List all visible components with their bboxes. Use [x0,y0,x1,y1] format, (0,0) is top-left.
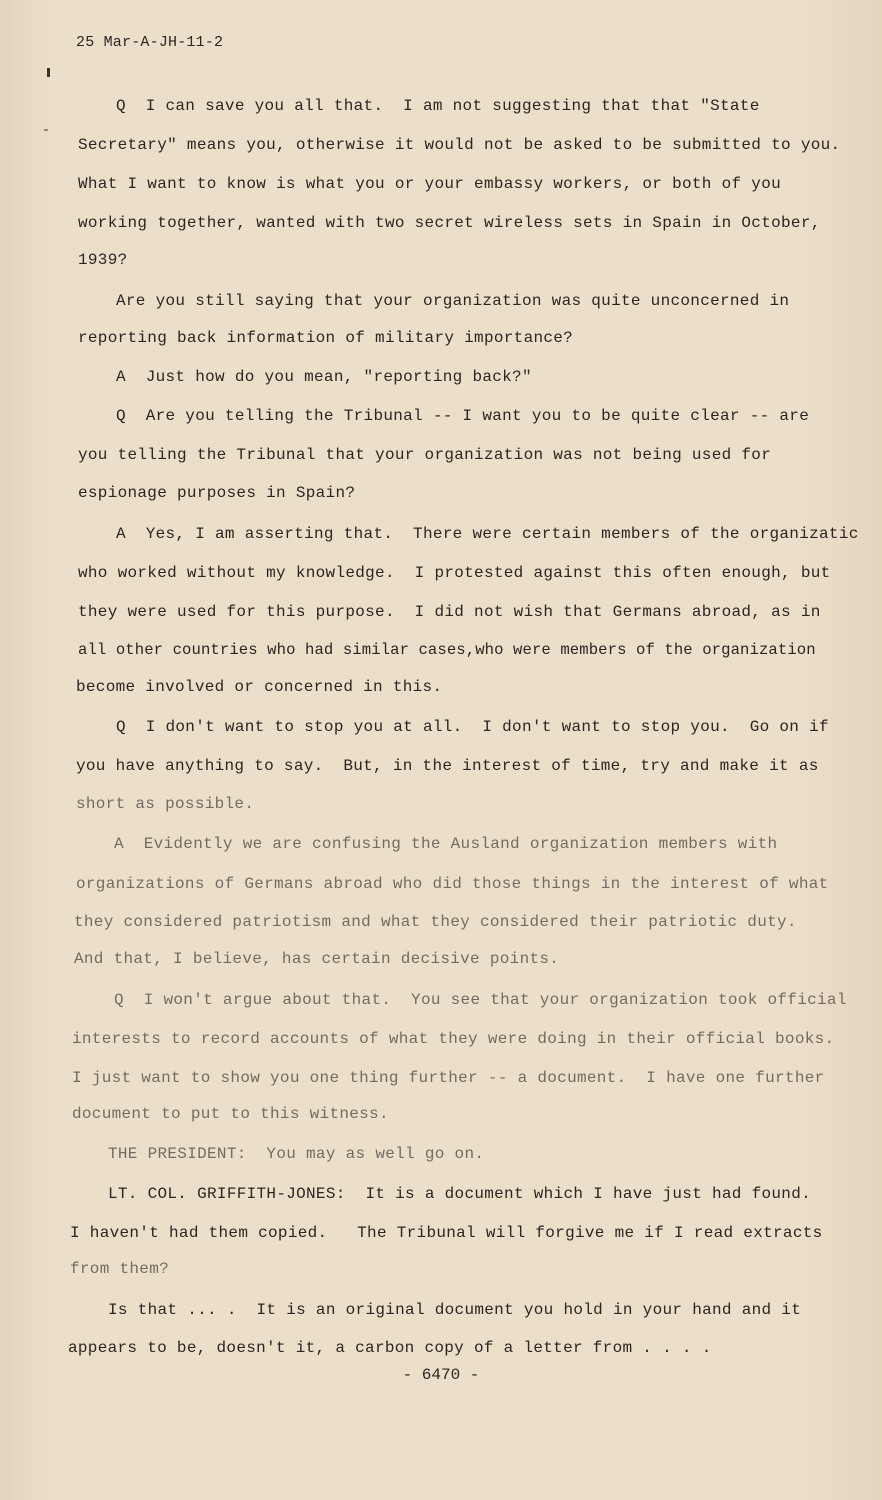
transcript-line: Are you still saying that your organization was quite unconcerned in [116,292,790,310]
transcript-line: A Just how do you mean, "reporting back?" [116,368,532,386]
transcript-line: And that, I believe, has certain decisive points. [74,950,560,968]
page-number: - 6470 - [402,1366,480,1384]
transcript-line: 1939? [78,251,128,269]
transcript-line: become involved or concerned in this. [76,678,443,696]
transcript-line: Q Are you telling the Tribunal -- I want you to be quite clear -- are [116,407,810,425]
transcript-line: reporting back information of military importance? [78,329,574,347]
transcript-line: interests to record accounts of what they were doing in their official books. [72,1030,835,1048]
transcript-line: THE PRESIDENT: You may as well go on. [108,1145,485,1163]
ink-mark [44,129,48,131]
document-reference: 25 Mar-A-JH-11-2 [76,34,224,51]
transcript-line: working together, wanted with two secret wireless sets in Spain in October, [78,214,821,232]
transcript-line: appears to be, doesn't it, a carbon copy of a letter from . . . . [68,1339,712,1357]
transcript-line: espionage purposes in Spain? [78,484,356,502]
transcript-line: A Evidently we are confusing the Ausland organization members with [114,835,778,853]
transcript-line: who worked without my knowledge. I protested against this often enough, but [78,564,831,582]
transcript-line: I haven't had them copied. The Tribunal will forgive me if I read extracts [70,1224,823,1242]
transcript-line: short as possible. [76,795,255,813]
transcript-line: they considered patriotism and what they considered their patriotic duty. [74,913,797,931]
transcript-line: Q I won't argue about that. You see that your organization took official [114,991,847,1009]
transcript-line: all other countries who had similar cases,who were members of the organization [78,641,816,659]
transcript-line: they were used for this purpose. I did not wish that Germans abroad, as in [78,603,821,621]
transcript-line: Q I can save you all that. I am not suggesting that that "State [116,97,760,115]
transcript-line: organizations of Germans abroad who did those things in the interest of what [76,875,829,893]
transcript-line: Is that ... . It is an original document you hold in your hand and it [108,1301,802,1319]
transcript-line: What I want to know is what you or your embassy workers, or both of you [78,175,782,193]
transcript-line: LT. COL. GRIFFITH-JONES: It is a document which I have just had found. [108,1185,812,1203]
ink-mark [47,68,50,77]
transcript-line: you have anything to say. But, in the interest of time, try and make it as [76,757,819,775]
transcript-line: from them? [70,1260,170,1278]
transcript-line: document to put to this witness. [72,1105,389,1123]
transcript-line: A Yes, I am asserting that. There were certain members of the organizatic [116,525,859,543]
transcript-line: you telling the Tribunal that your organization was not being used for [78,446,772,464]
transcript-line: I just want to show you one thing further -- a document. I have one further [72,1069,825,1087]
transcript-line: Q I don't want to stop you at all. I don't want to stop you. Go on if [116,718,829,736]
transcript-line: Secretary" means you, otherwise it would not be asked to be submitted to you. [78,136,841,154]
